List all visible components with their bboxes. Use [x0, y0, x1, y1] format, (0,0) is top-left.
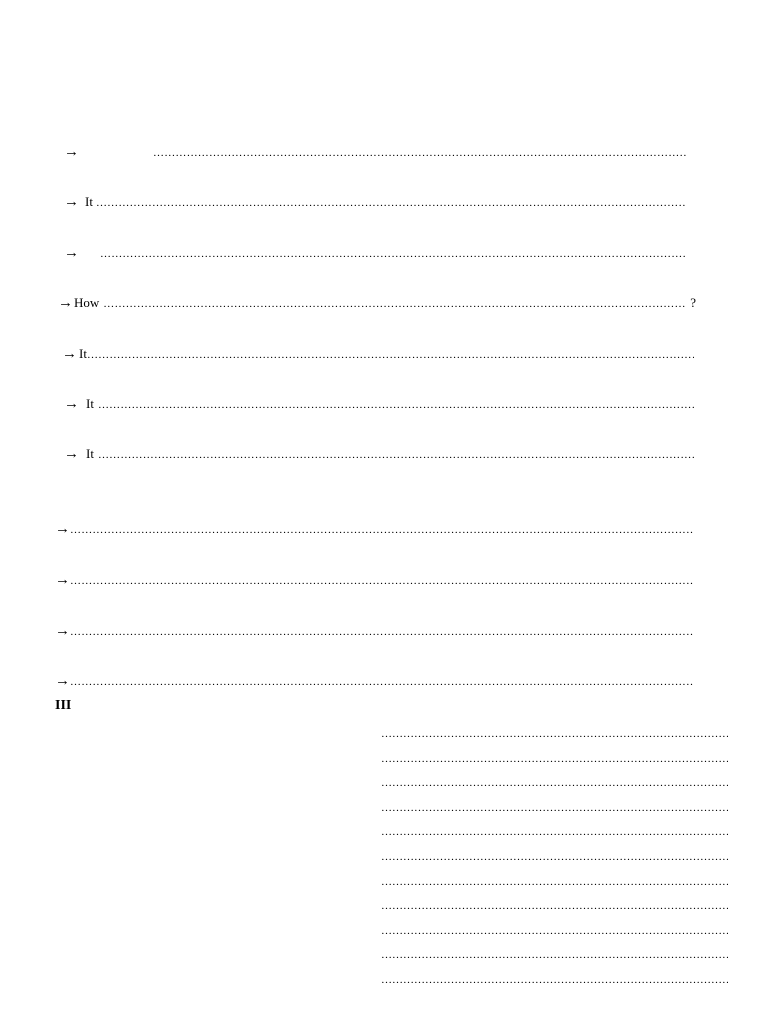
- open-answer-line[interactable]: [55, 571, 693, 589]
- rewrite-line[interactable]: [58, 294, 696, 312]
- line-prefix: It: [86, 446, 94, 461]
- writing-answer-line[interactable]: [381, 825, 728, 839]
- open-answer-line[interactable]: [55, 520, 693, 538]
- writing-answer-line[interactable]: [381, 924, 728, 938]
- rewrite-line[interactable]: [64, 244, 686, 262]
- arrow-icon: →: [62, 346, 77, 362]
- answer-blank[interactable]: [70, 623, 693, 641]
- answer-blank[interactable]: [98, 396, 696, 414]
- writing-answer-line[interactable]: [381, 899, 728, 913]
- answer-blank[interactable]: [96, 194, 686, 212]
- writing-answer-line[interactable]: [381, 948, 728, 962]
- writing-answer-line[interactable]: [381, 727, 728, 741]
- writing-answer-line[interactable]: [381, 801, 728, 815]
- writing-answer-line[interactable]: [381, 850, 728, 864]
- answer-blank[interactable]: [70, 521, 693, 539]
- line-suffix: ?: [690, 295, 696, 310]
- rewrite-line[interactable]: [64, 143, 686, 161]
- open-answer-line[interactable]: [55, 622, 693, 640]
- answer-blank[interactable]: [98, 446, 696, 464]
- arrow-icon: →: [55, 673, 70, 689]
- rewrite-line[interactable]: [64, 395, 696, 413]
- rewrite-line[interactable]: [64, 445, 696, 463]
- writing-answer-line[interactable]: [381, 973, 728, 987]
- line-prefix: It: [85, 194, 93, 209]
- writing-answer-line[interactable]: [381, 776, 728, 790]
- arrow-icon: →: [58, 295, 73, 311]
- arrow-icon: →: [64, 144, 79, 160]
- arrow-icon: →: [55, 623, 70, 639]
- arrow-icon: →: [55, 521, 70, 537]
- answer-blank[interactable]: [87, 346, 694, 364]
- arrow-icon: →: [55, 572, 70, 588]
- arrow-icon: →: [64, 446, 79, 462]
- open-answer-line[interactable]: [55, 672, 693, 690]
- arrow-icon: →: [64, 396, 79, 412]
- rewrite-line[interactable]: [62, 345, 694, 363]
- writing-answer-line[interactable]: [381, 875, 728, 889]
- arrow-icon: →: [64, 194, 79, 210]
- line-prefix: It: [79, 346, 87, 361]
- answer-blank[interactable]: [103, 295, 686, 313]
- answer-blank[interactable]: [70, 673, 693, 691]
- answer-blank[interactable]: [70, 572, 693, 590]
- writing-answer-line[interactable]: [381, 752, 728, 766]
- line-prefix: How: [74, 295, 100, 310]
- line-prefix: It: [86, 396, 94, 411]
- section-heading: III: [55, 698, 72, 713]
- answer-blank[interactable]: [100, 245, 686, 263]
- rewrite-line[interactable]: [64, 193, 686, 211]
- answer-blank[interactable]: [153, 144, 686, 162]
- arrow-icon: →: [64, 245, 79, 261]
